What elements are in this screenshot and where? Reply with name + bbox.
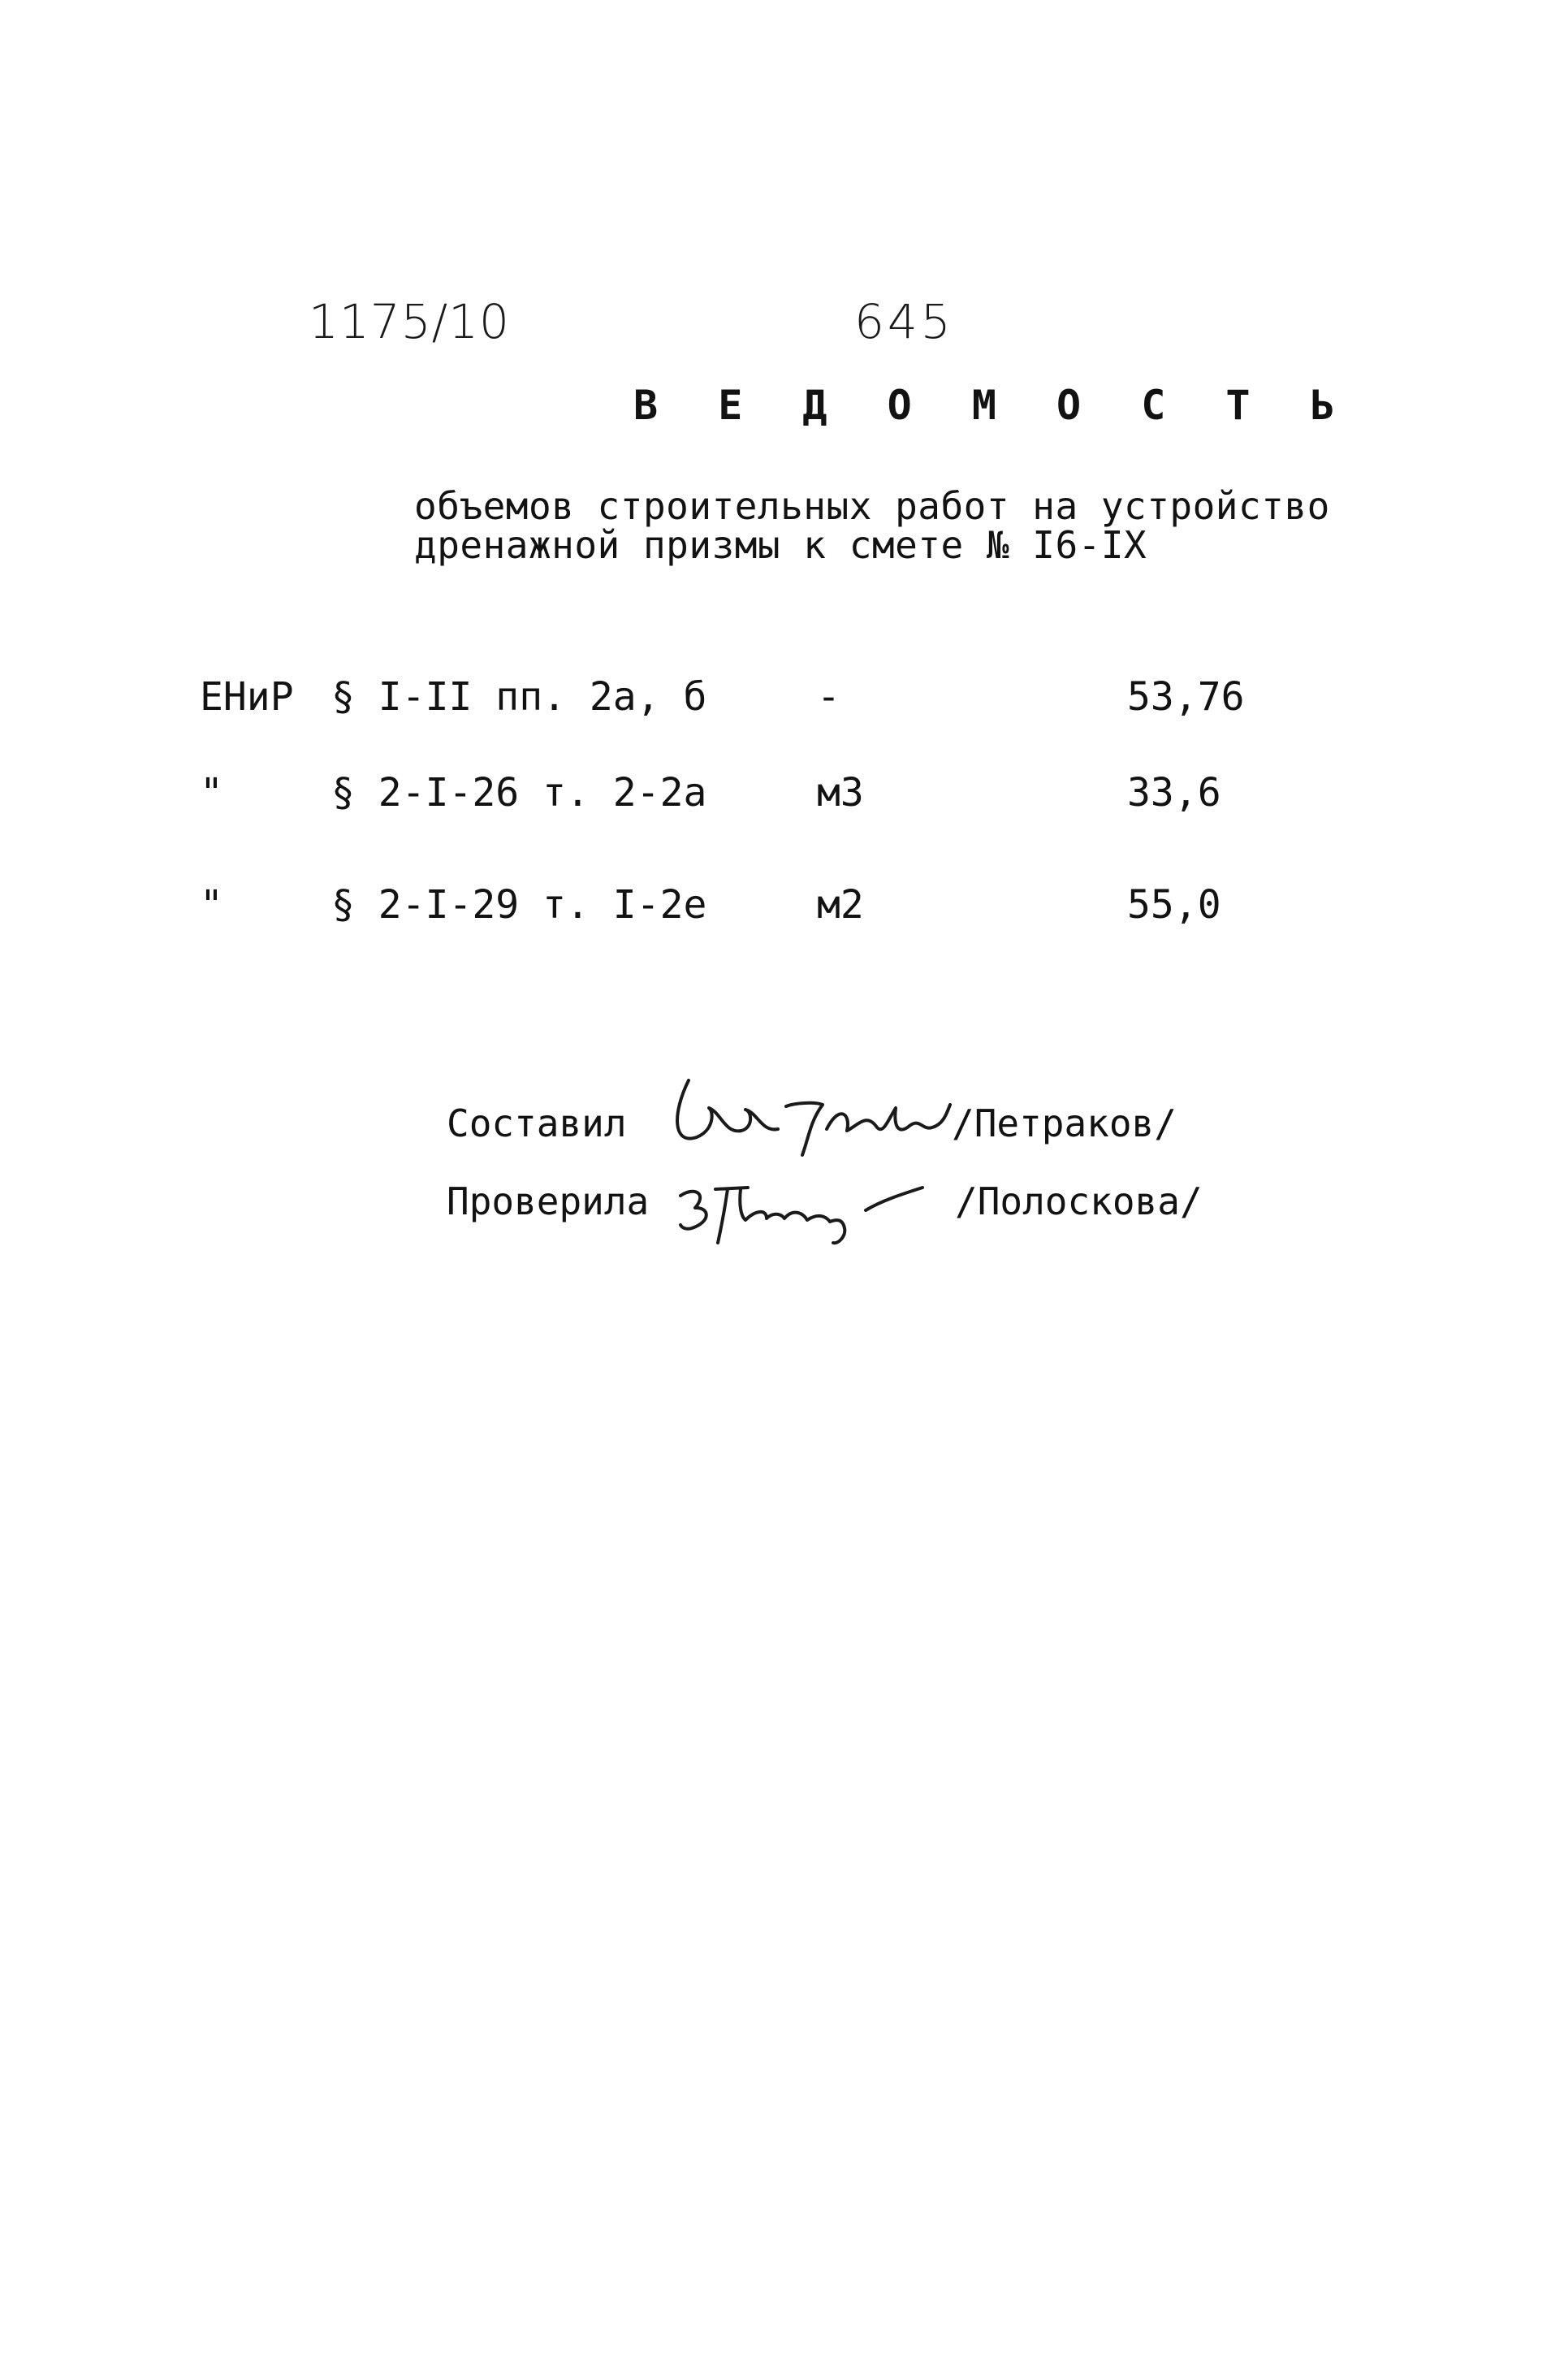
row-source: ЕНиР [200,674,294,720]
checked-by-label: Проверила [447,1179,650,1223]
document-title: В Е Д О М О С Т Ь [633,382,1353,429]
row-reference: § I-II пп. 2а, б [331,674,707,720]
row-reference: § 2-I-29 т. I-2е [331,882,707,928]
row-unit: м2 [817,882,864,928]
checked-by-name: /Полоскова/ [955,1179,1203,1223]
subtitle-line-1: объемов строительных работ на устройство [414,484,1330,528]
document-code: 1175/10 [309,294,510,349]
page-number: 645 [854,294,954,349]
row-value: 33,6 [1127,770,1221,816]
row-unit: м3 [817,770,864,816]
compiled-by-label: Составил [447,1101,627,1145]
row-value: 53,76 [1127,674,1245,720]
signature-compiler [664,1056,957,1162]
subtitle-line-2: дренажной призмы к смете № I6-IX [414,523,1147,567]
row-source: " [200,882,223,928]
compiled-by-name: /Петраков/ [952,1101,1177,1145]
signature-checker [671,1171,931,1253]
row-value: 55,0 [1127,882,1221,928]
row-source: " [200,770,223,816]
row-unit: - [817,674,840,720]
row-reference: § 2-I-26 т. 2-2а [331,770,707,816]
